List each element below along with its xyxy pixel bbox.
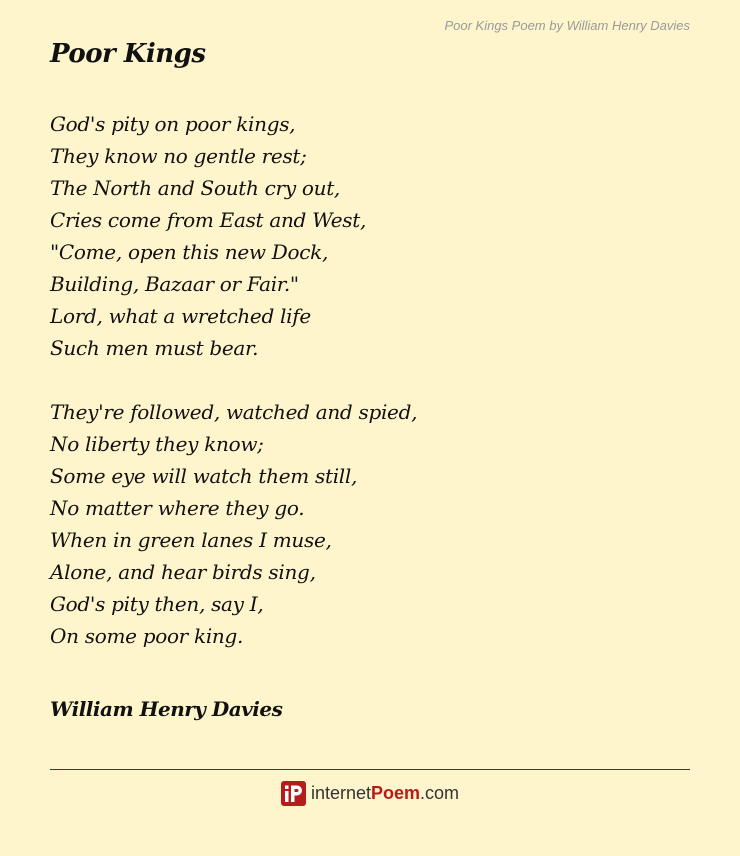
poem-author: William Henry Davies: [50, 697, 283, 721]
stanza-2: [50, 396, 417, 652]
poem-caption: Poor Kings Poem by William Henry Davies: [444, 18, 690, 33]
footer-divider: [50, 769, 690, 770]
poem-line: They know no gentle rest;: [50, 144, 307, 168]
poem-line: When in green lanes I muse,: [50, 528, 332, 552]
poem-line: Cries come from East and West,: [50, 208, 367, 232]
poem-line: No liberty they know;: [50, 432, 264, 456]
poem-line: Some eye will watch them still,: [50, 464, 358, 488]
stanza-1: [50, 108, 417, 364]
poem-line: They're followed, watched and spied,: [50, 400, 418, 424]
poem-body: [50, 108, 417, 684]
site-brand-link[interactable]: [311, 783, 459, 804]
brand-part-domain: .com: [420, 783, 460, 803]
poem-line: Such men must bear.: [50, 336, 259, 360]
poem-line: Alone, and hear birds sing,: [50, 560, 316, 584]
poem-line: Building, Bazaar or Fair.": [50, 272, 299, 296]
poem-line: The North and South cry out,: [50, 176, 340, 200]
poem-line: God's pity on poor kings,: [50, 112, 296, 136]
site-footer[interactable]: [0, 781, 740, 806]
ip-logo-icon: [281, 781, 306, 806]
brand-part-internet: internet: [310, 783, 371, 803]
poem-line: On some poor king.: [50, 624, 244, 648]
poem-line: No matter where they go.: [50, 496, 305, 520]
brand-part-poem: Poem: [371, 783, 421, 803]
poem-line: Lord, what a wretched life: [50, 304, 311, 328]
poem-line: God's pity then, say I,: [50, 592, 264, 616]
poem-line: "Come, open this new Dock,: [50, 240, 329, 264]
poem-title: Poor Kings: [50, 39, 206, 69]
